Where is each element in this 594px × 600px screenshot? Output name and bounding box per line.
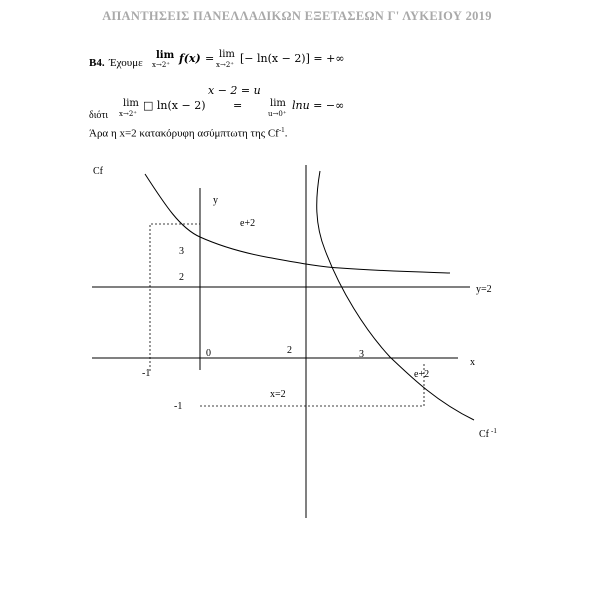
dashed-guide-top xyxy=(150,224,200,371)
dioti-text: διότι xyxy=(89,110,109,121)
dashed-guide-bottom xyxy=(200,364,424,406)
cf-inverse-label: Cf $^{-1}$ xyxy=(479,427,497,440)
lim-4: lim xyxy=(270,98,286,109)
expr-3: lnu = −∞ xyxy=(292,99,345,112)
label-minus1-y: -1 xyxy=(174,401,183,412)
lim-1-sub: x→2⁺ xyxy=(152,61,170,69)
lim-3-sub: x→2⁺ xyxy=(119,110,137,118)
label-minus1-x: -1 xyxy=(142,368,151,379)
equals-2: = xyxy=(233,99,243,112)
y-axis-label: y xyxy=(213,195,218,206)
lim-2-sub: x→2⁺ xyxy=(216,61,234,69)
lim-3: lim xyxy=(123,98,139,109)
lim-4-sub: u→0⁺ xyxy=(268,110,287,118)
expr-2: □ ln(x − 2) xyxy=(143,99,206,112)
lim-1: lim xyxy=(156,50,175,61)
substitution: x − 2 = u xyxy=(208,84,261,97)
label-2-y: 2 xyxy=(179,272,184,283)
label-e2-x: e+2 xyxy=(414,369,430,380)
label-x2: x=2 xyxy=(270,389,286,400)
label-e2-top: e+2 xyxy=(240,218,256,229)
expr-1: [− ln(x − 2)] = +∞ xyxy=(240,52,345,65)
f-of-x: f(x) xyxy=(179,52,201,65)
label-3-y: 3 xyxy=(179,246,184,257)
curve-cf-inverse xyxy=(317,171,474,420)
section-label: B4. xyxy=(89,57,105,69)
label-y2: y=2 xyxy=(476,284,492,295)
equals-1: = xyxy=(205,52,215,65)
curve-cf xyxy=(145,174,450,273)
x-axis-label: x xyxy=(470,357,475,368)
conclusion-text: Άρα η x=2 κατακόρυφη ασύμπτωτη της $Cf^{-1}$. xyxy=(89,126,288,140)
lim-2: lim xyxy=(219,49,235,60)
intro-text: Έχουμε xyxy=(109,57,143,69)
label-3-x: 3 xyxy=(359,349,364,360)
page-header: ΑΠΑΝΤΗΣΕΙΣ ΠΑΝΕΛΛΑΔΙΚΩΝ ΕΞΕΤΑΣΕΩΝ Γ' ΛΥΚΕΙΟΥ 2019 xyxy=(102,9,492,23)
cf-label: Cf xyxy=(93,166,103,177)
label-2-x: 2 xyxy=(287,345,292,356)
origin-label: 0 xyxy=(206,348,211,359)
